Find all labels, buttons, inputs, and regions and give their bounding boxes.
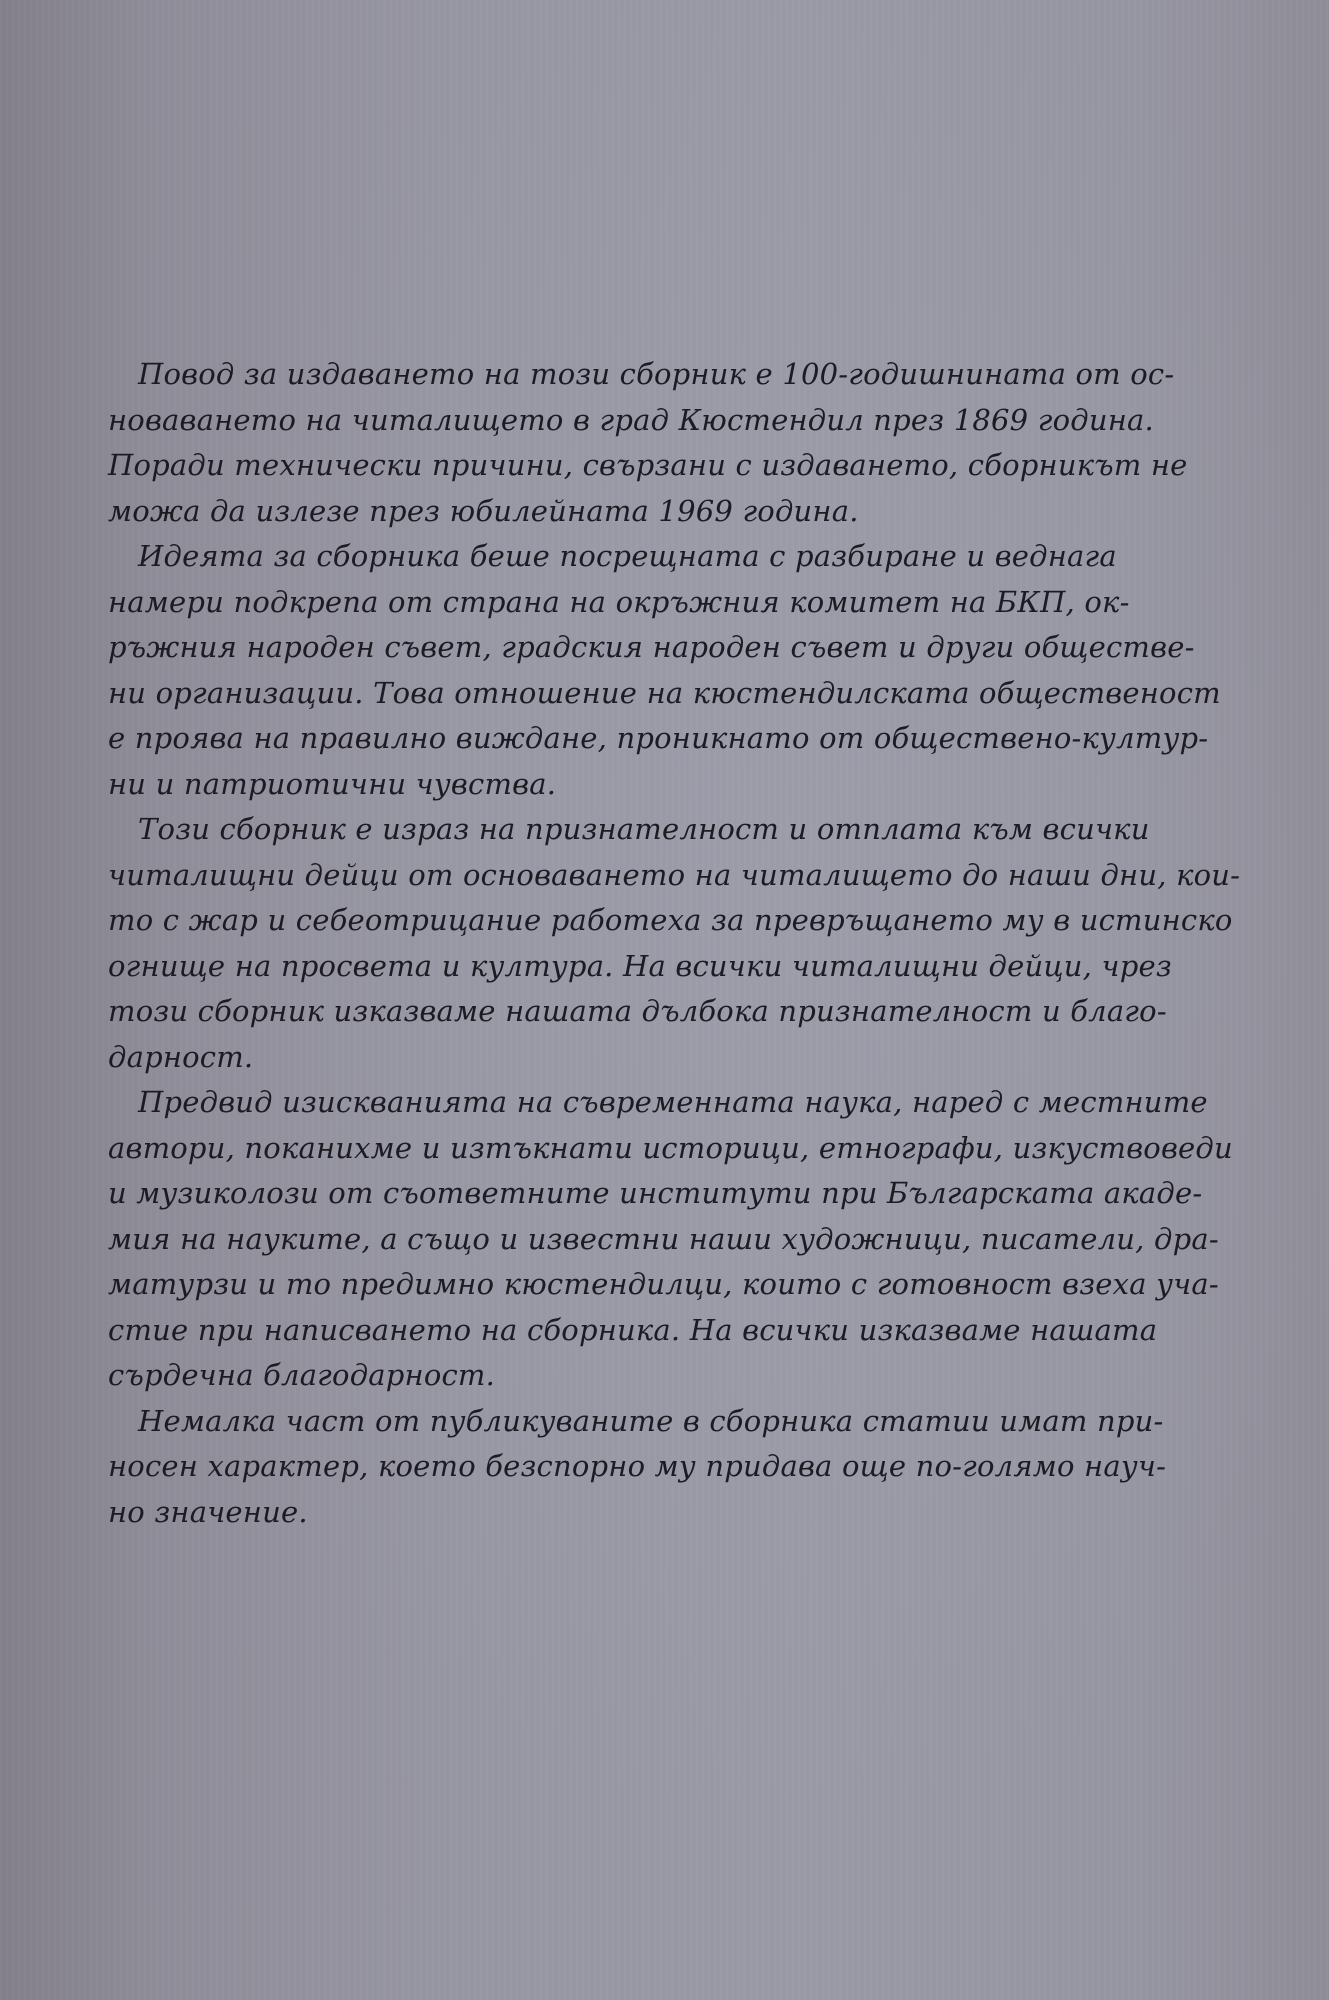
text-line: ни и патриотични чувства. [108,766,557,801]
text-line: сърдечна благодарност. [108,1358,496,1392]
text-line: носен характер, което безспорно му придава още по-голямо науч- [108,1449,1167,1483]
text-line: е проява на правилно виждане, проникнато от обществено-култур- [108,721,1209,755]
text-line: можа да излезе през юбилейната 1969 година. [108,493,859,528]
text-line: матурзи и то предимно кюстендилци, които с готовност взеха уча- [108,1267,1219,1301]
paragraph [108,807,1268,1080]
paragraph [108,1080,1268,1399]
text-line: мия на науките, а също и известни наши художници, писатели, дра- [108,1221,1219,1256]
text-line: и музиколози от съответните институти при Българската акаде- [108,1176,1203,1210]
text-line: Повод за издаването на този сборник е 100-годишнината от ос- [138,357,1175,391]
text-line: Идеята за сборника беше посрещната с разбиране и веднага [138,539,1117,573]
text-line: Немалка част от публикуваните в сборника статии имат при- [138,1403,1164,1438]
text-line: стие при написването на сборника. На всички изказваме нашата [108,1312,1158,1347]
text-line: то с жар и себеотрицание работеха за превръщането му в истинско [108,903,1233,937]
paragraph [108,1399,1268,1536]
text-line: Предвид изискванията на съвременната наука, наред с местните [138,1085,1208,1119]
text-line: новаването на читалището в град Кюстендил през 1869 година. [108,402,1154,437]
text-line: но значение. [108,1494,308,1529]
text-line: ни организации. Това отношение на кюстендилската общественост [108,675,1221,710]
text-line: автори, поканихме и изтъкнати историци, етнографи, изкуствоведи [108,1130,1233,1165]
text-line: читалищни дейци от основаването на читалището до наши дни, кои- [108,857,1241,892]
text-line: Поради технически причини, свързани с издаването, сборникът не [108,448,1188,482]
preface-text [108,352,1268,1535]
text-line: ръжния народен съвет, градския народен съвет и други обществе- [108,630,1195,664]
text-line: Този сборник е израз на признателност и отплата към всички [138,812,1150,846]
text-line: огнище на просвета и култура. На всички читалищни дейци, чрез [108,948,1172,983]
text-line: този сборник изказваме нашата дълбока признателност и благо- [108,994,1167,1028]
text-line: намери подкрепа от страна на окръжния комитет на БКП, ок- [108,584,1130,619]
paragraph [108,534,1268,807]
paragraph [108,352,1268,534]
text-line: дарност. [108,1039,254,1074]
